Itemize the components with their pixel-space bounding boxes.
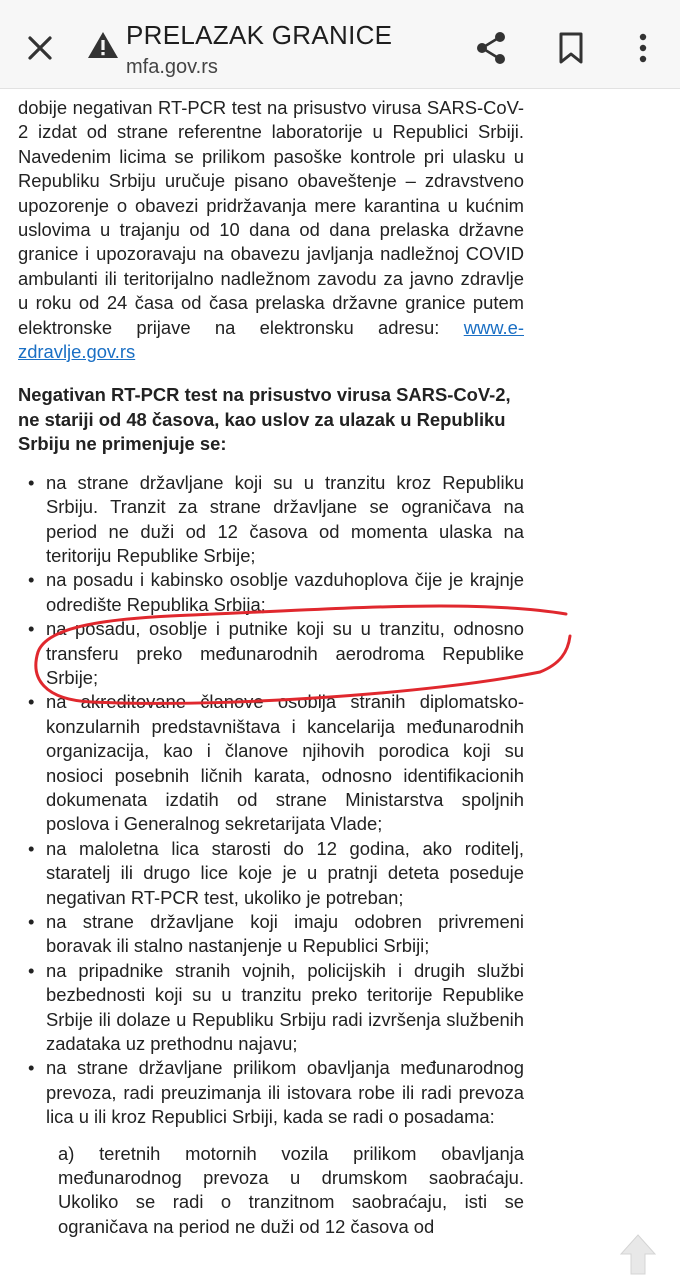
exemptions-list [18,471,524,1130]
sub-item: a) teretnih motornih vozila prilikom obavljanja međunarodnog prevoza u drumskom saobraćaju. Ukoliko se radi o tranzitnom saobraćaju, isti se ograničava na period ne duži od 12 časova od [58,1142,524,1237]
list-item: • na strane državljane koji su u tranzitu kroz Republiku Srbiju. Tranzit za strane državljane se ograničava na period ne duži od 12 časova od momenta ulaska na teritoriju Republike Srbije; [18,471,524,569]
list-item: • na pripadnike stranih vojnih, policijskih i drugih službi bezbednosti koji su u tranzitu preko teritorije Republike Srbije ili dolaze u Republiku Srbiju radi izvršenja službenih zadataka uz prethodnu najavu; [18,959,524,1057]
list-item: • na strane državljane prilikom obavljanja međunarodnog prevoza, radi preuzimanja ili istovara robe ili radi prevoza lica u ili kroz Republici Srbiji, kada se radi o posadama: [18,1056,524,1129]
list-item: • na akreditovane članove osoblja stranih diplomatsko-konzularnih predstavništava i kancelarija međunarodnih organizacija, kao i članove njihovih porodica koji su nosioci posebnih ličnih karata, odnosno identifikacionih dokumenata izdatih od strane Ministarstva spoljnih poslova i Generalnog sekretarijata Vlade; [18,690,524,836]
page-url: mfa.gov.rs [126,56,218,78]
intro-paragraph [18,96,524,364]
bookmark-icon[interactable] [554,28,588,68]
exemptions-heading: Negativan RT-PCR test na prisustvo virusa SARS-CoV-2, ne stariji od 48 časova, kao uslov za ulazak u Republiku Srbiju ne primenjuje se: [18,384,511,455]
page-title: PRELAZAK GRANICE [126,20,393,50]
intro-text: dobije negativan RT-PCR test na prisustvo virusa SARS-CoV-2 izdat od strane referentne laboratorije u Republici Srbiji. Navedenim licima se prilikom pasoške kontrole pri ulasku u Republiku Srbiju uručuje pisano obaveštenje – zdravstveno upozorenje o obavezi pridržavanja mere karantina u kućnim uslovima u trajanju od 10 dana od dana prelaska državne granice i upozoravaju na obavezu javljanja nadležnoj COVID ambulanti ili teritorijalno nadležnom zavodu za javno zdravlje u roku od 24 časa od časa prelaska državne granice putem elektronske prijave na elektronsku adresu: [18,97,524,338]
browser-toolbar [0,0,680,89]
list-item: • na posadu i kabinsko osoblje vazduhoplova čije je krajnje odredište Republika Srbija; [18,568,524,617]
list-item: • na strane državljane koji imaju odobren privremeni boravak ili stalno nastanjenje u Republici Srbiji; [18,910,524,959]
close-icon[interactable] [20,28,60,68]
e-zdravlje-link[interactable]: www.e-zdravlje.gov.rs [18,316,524,363]
scroll-to-top-icon[interactable] [618,1232,658,1276]
article-body [18,96,524,1239]
list-item: • na posadu, osoblje i putnike koji su u tranzitu, odnosno transferu preko međunarodnih aerodroma Republike Srbije; [18,617,524,690]
list-item: • na maloletna lica starosti do 12 godina, ako roditelj, staratelj ili drugo lice koje je u pratnji deteta poseduje negativan RT-PCR test, ukoliko je potreban; [18,837,524,910]
warning-icon[interactable] [86,30,120,60]
more-icon[interactable] [628,28,658,68]
share-icon[interactable] [472,28,512,68]
